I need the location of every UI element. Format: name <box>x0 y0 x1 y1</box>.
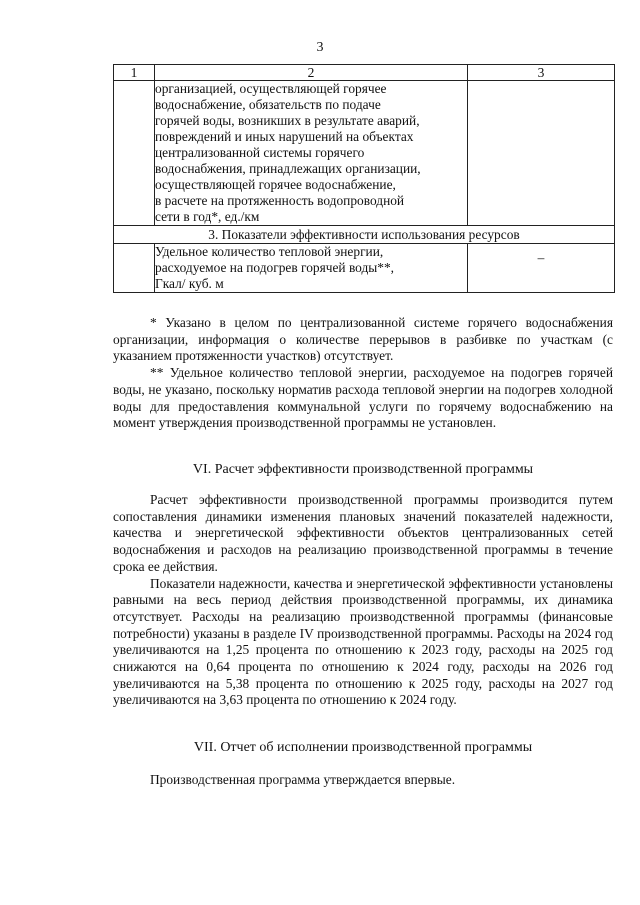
table-header-cell: 1 <box>114 65 155 81</box>
cell-line: сети в год*, ед./км <box>155 209 260 224</box>
footnote-1: * Указано в целом по централизованной системе горячего водоснабжения организации, информация о количестве перерывов в разбивке по участкам (с указанием протяженности участков) отсутствует. <box>113 315 613 364</box>
page-number: 3 <box>316 40 324 55</box>
cell-line: организацией, осуществляющей горячее <box>155 81 387 96</box>
table-section-title: 3. Показатели эффективности использования ресурсов <box>114 226 615 244</box>
table-cell-indicator <box>155 81 468 226</box>
table-cell-indicator <box>155 244 468 293</box>
cell-line: повреждений и иных нарушений на объектах <box>155 129 414 144</box>
cell-line: водоснабжения, принадлежащих организации, <box>155 161 421 176</box>
footnotes <box>113 315 613 432</box>
section-6-body <box>113 492 613 709</box>
cell-line: осуществляющей горячее водоснабжение, <box>155 177 396 192</box>
cell-line: водоснабжение, обязательств по подаче <box>155 97 381 112</box>
table-cell <box>114 244 155 293</box>
table-row <box>114 244 615 293</box>
cell-line: расходуемое на подогрев горячей воды**, <box>155 260 395 275</box>
section-7-title: VII. Отчет об исполнении производственной программы <box>193 740 533 755</box>
table-cell-value: – <box>468 244 615 293</box>
cell-line: в расчете на протяженность водопроводной <box>155 193 405 208</box>
table-header-cell: 2 <box>155 65 468 81</box>
cell-line: Удельное количество тепловой энергии, <box>155 244 384 259</box>
cell-line: Гкал/ куб. м <box>155 276 224 291</box>
table-row <box>114 81 615 226</box>
paragraph: Расчет эффективности производственной программы производится путем сопоставления динамики изменения плановых значений показателей надежности, качества и энергетической эффективности объектов централизованных сетей водоснабжения и расходов на реализацию производственной программы в течение срока ее действия. <box>113 492 613 574</box>
footnote-2: ** Удельное количество тепловой энергии, расходуемое на подогрев горячей воды, не указано, поскольку норматив расхода тепловой энергии на подогрев холодной воды для предоставления коммунальной услуги по горячему водоснабжению на момент утверждения производственной программы не установлен. <box>113 365 613 431</box>
table-cell-value <box>468 81 615 226</box>
cell-line: горячей воды, возникших в результате аварий, <box>155 113 420 128</box>
indicators-table <box>113 64 615 293</box>
table-cell <box>114 81 155 226</box>
section-6-title: VI. Расчет эффективности производственной программы <box>192 462 534 477</box>
table-section-row <box>114 226 615 244</box>
cell-line: централизованной системы горячего <box>155 145 365 160</box>
section-7-paragraph: Производственная программа утверждается впервые. <box>150 772 456 787</box>
paragraph: Показатели надежности, качества и энергетической эффективности установлены равными на весь период действия производственной программы, их динамика отсутствует. Расходы на реализацию производственной программы (финансовые потребности) указаны в разделе IV производственной программы. Расходы на 2024 год увеличиваются на 1,25 процента по отношению к 2023 году, расходы на 2025 год снижаются на 0,64 процента по отношению к 2024 году, расходы на 2026 год увеличиваются на 5,38 процента по отношению к 2025 году, расходы на 2027 год увеличиваются на 3,63 процента по отношению к 2024 году. <box>113 575 613 708</box>
table-header-row <box>114 65 615 81</box>
table-header-cell: 3 <box>468 65 615 81</box>
